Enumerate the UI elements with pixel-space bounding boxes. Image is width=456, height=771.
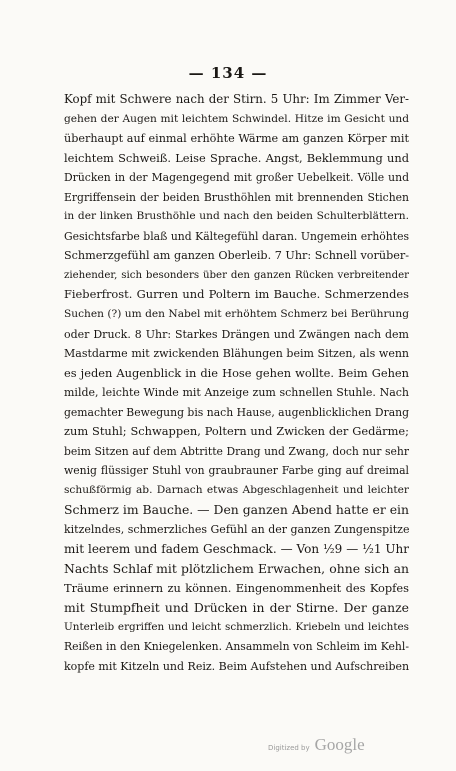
digitized-by-label: Digitized by <box>268 744 310 752</box>
text-line: milde, leichte Winde mit Anzeige zum schnellen Stuhle. Nach <box>64 386 409 400</box>
text-line: überhaupt auf einmal erhöhte Wärme am ganzen Körper mit <box>64 132 409 146</box>
text-line: oder Druck. 8 Uhr: Starkes Drängen und Zwängen nach dem <box>64 327 409 341</box>
google-logo: Google <box>314 735 365 754</box>
text-line: kitzelndes, schmerzliches Gefühl an der ganzen Zungenspitze <box>64 523 409 537</box>
text-line: Mastdarme mit zwickenden Blähungen beim Sitzen, als wenn <box>64 347 409 361</box>
text-line: ziehender, sich besonders über den ganzen Rücken verbreitender <box>64 269 409 281</box>
text-line: mit Stumpfheit und Drücken in der Stirne. Der ganze <box>64 600 409 616</box>
text-line: Gesichtsfarbe blaß und Kältegefühl daran. Ungemein erhöhtes <box>64 229 409 243</box>
body-text <box>64 90 409 676</box>
text-line: schußförmig ab. Darnach etwas Abgeschlagenheit und leichter <box>64 483 409 496</box>
text-line: beim Sitzen auf dem Abtritte Drang und Zwang, doch nur sehr <box>64 444 409 458</box>
text-line: Drücken in der Magengegend mit großer Uebelkeit. Völle und <box>64 171 409 185</box>
text-line: zum Stuhl; Schwappen, Poltern und Zwicken der Gedärme; <box>64 424 409 439</box>
text-line: Ergriffensein der beiden Brusthöhlen mit brennenden Stichen <box>64 190 409 204</box>
text-line: Träume erinnern zu können. Eingenommenheit des Kopfes <box>64 580 409 595</box>
text-line: in der linken Brusthöhle und nach den beiden Schulterblättern. <box>64 210 409 223</box>
text-line: Schmerzgefühl am ganzen Oberleib. 7 Uhr: Schnell vorüber- <box>64 249 409 263</box>
text-line: gehen der Augen mit leichtem Schwindel. Hitze im Gesicht und <box>64 112 409 125</box>
text-line: Unterleib ergriffen und leicht schmerzlich. Kriebeln und leichtes <box>64 620 409 633</box>
text-line: kopfe mit Kitzeln und Reiz. Beim Aufstehen und Aufschreiben <box>64 659 409 673</box>
text-line: es jeden Augenblick in die Hose gehen wollte. Beim Gehen <box>64 365 409 380</box>
page-number: — 134 — <box>188 64 268 82</box>
text-line: Nachts Schlaf mit plötzlichem Erwachen, ohne sich an <box>64 561 409 577</box>
text-line: Schmerz im Bauche. — Den ganzen Abend hatte er ein <box>64 502 409 518</box>
text-line: Kopf mit Schwere nach der Stirn. 5 Uhr: Im Zimmer Ver- <box>64 92 409 106</box>
text-line: wenig flüssiger Stuhl von graubrauner Farbe ging auf dreimal <box>64 464 409 478</box>
text-line: gemachter Bewegung bis nach Hause, augenblicklichen Drang <box>64 405 409 419</box>
text-line: mit leerem und fadem Geschmack. — Von ½9 — ½1 Uhr <box>64 541 409 556</box>
text-line: Reißen in den Kniegelenken. Ansammeln von Schleim im Kehl- <box>64 640 409 654</box>
digitization-watermark <box>268 735 365 755</box>
text-line: leichtem Schweiß. Leise Sprache. Angst, Beklemmung und <box>64 150 409 165</box>
text-line: Suchen (?) um den Nabel mit erhöhtem Schmerz bei Berührung <box>64 308 409 321</box>
text-line: Fieberfrost. Gurren und Poltern im Bauche. Schmerzendes <box>64 287 409 302</box>
